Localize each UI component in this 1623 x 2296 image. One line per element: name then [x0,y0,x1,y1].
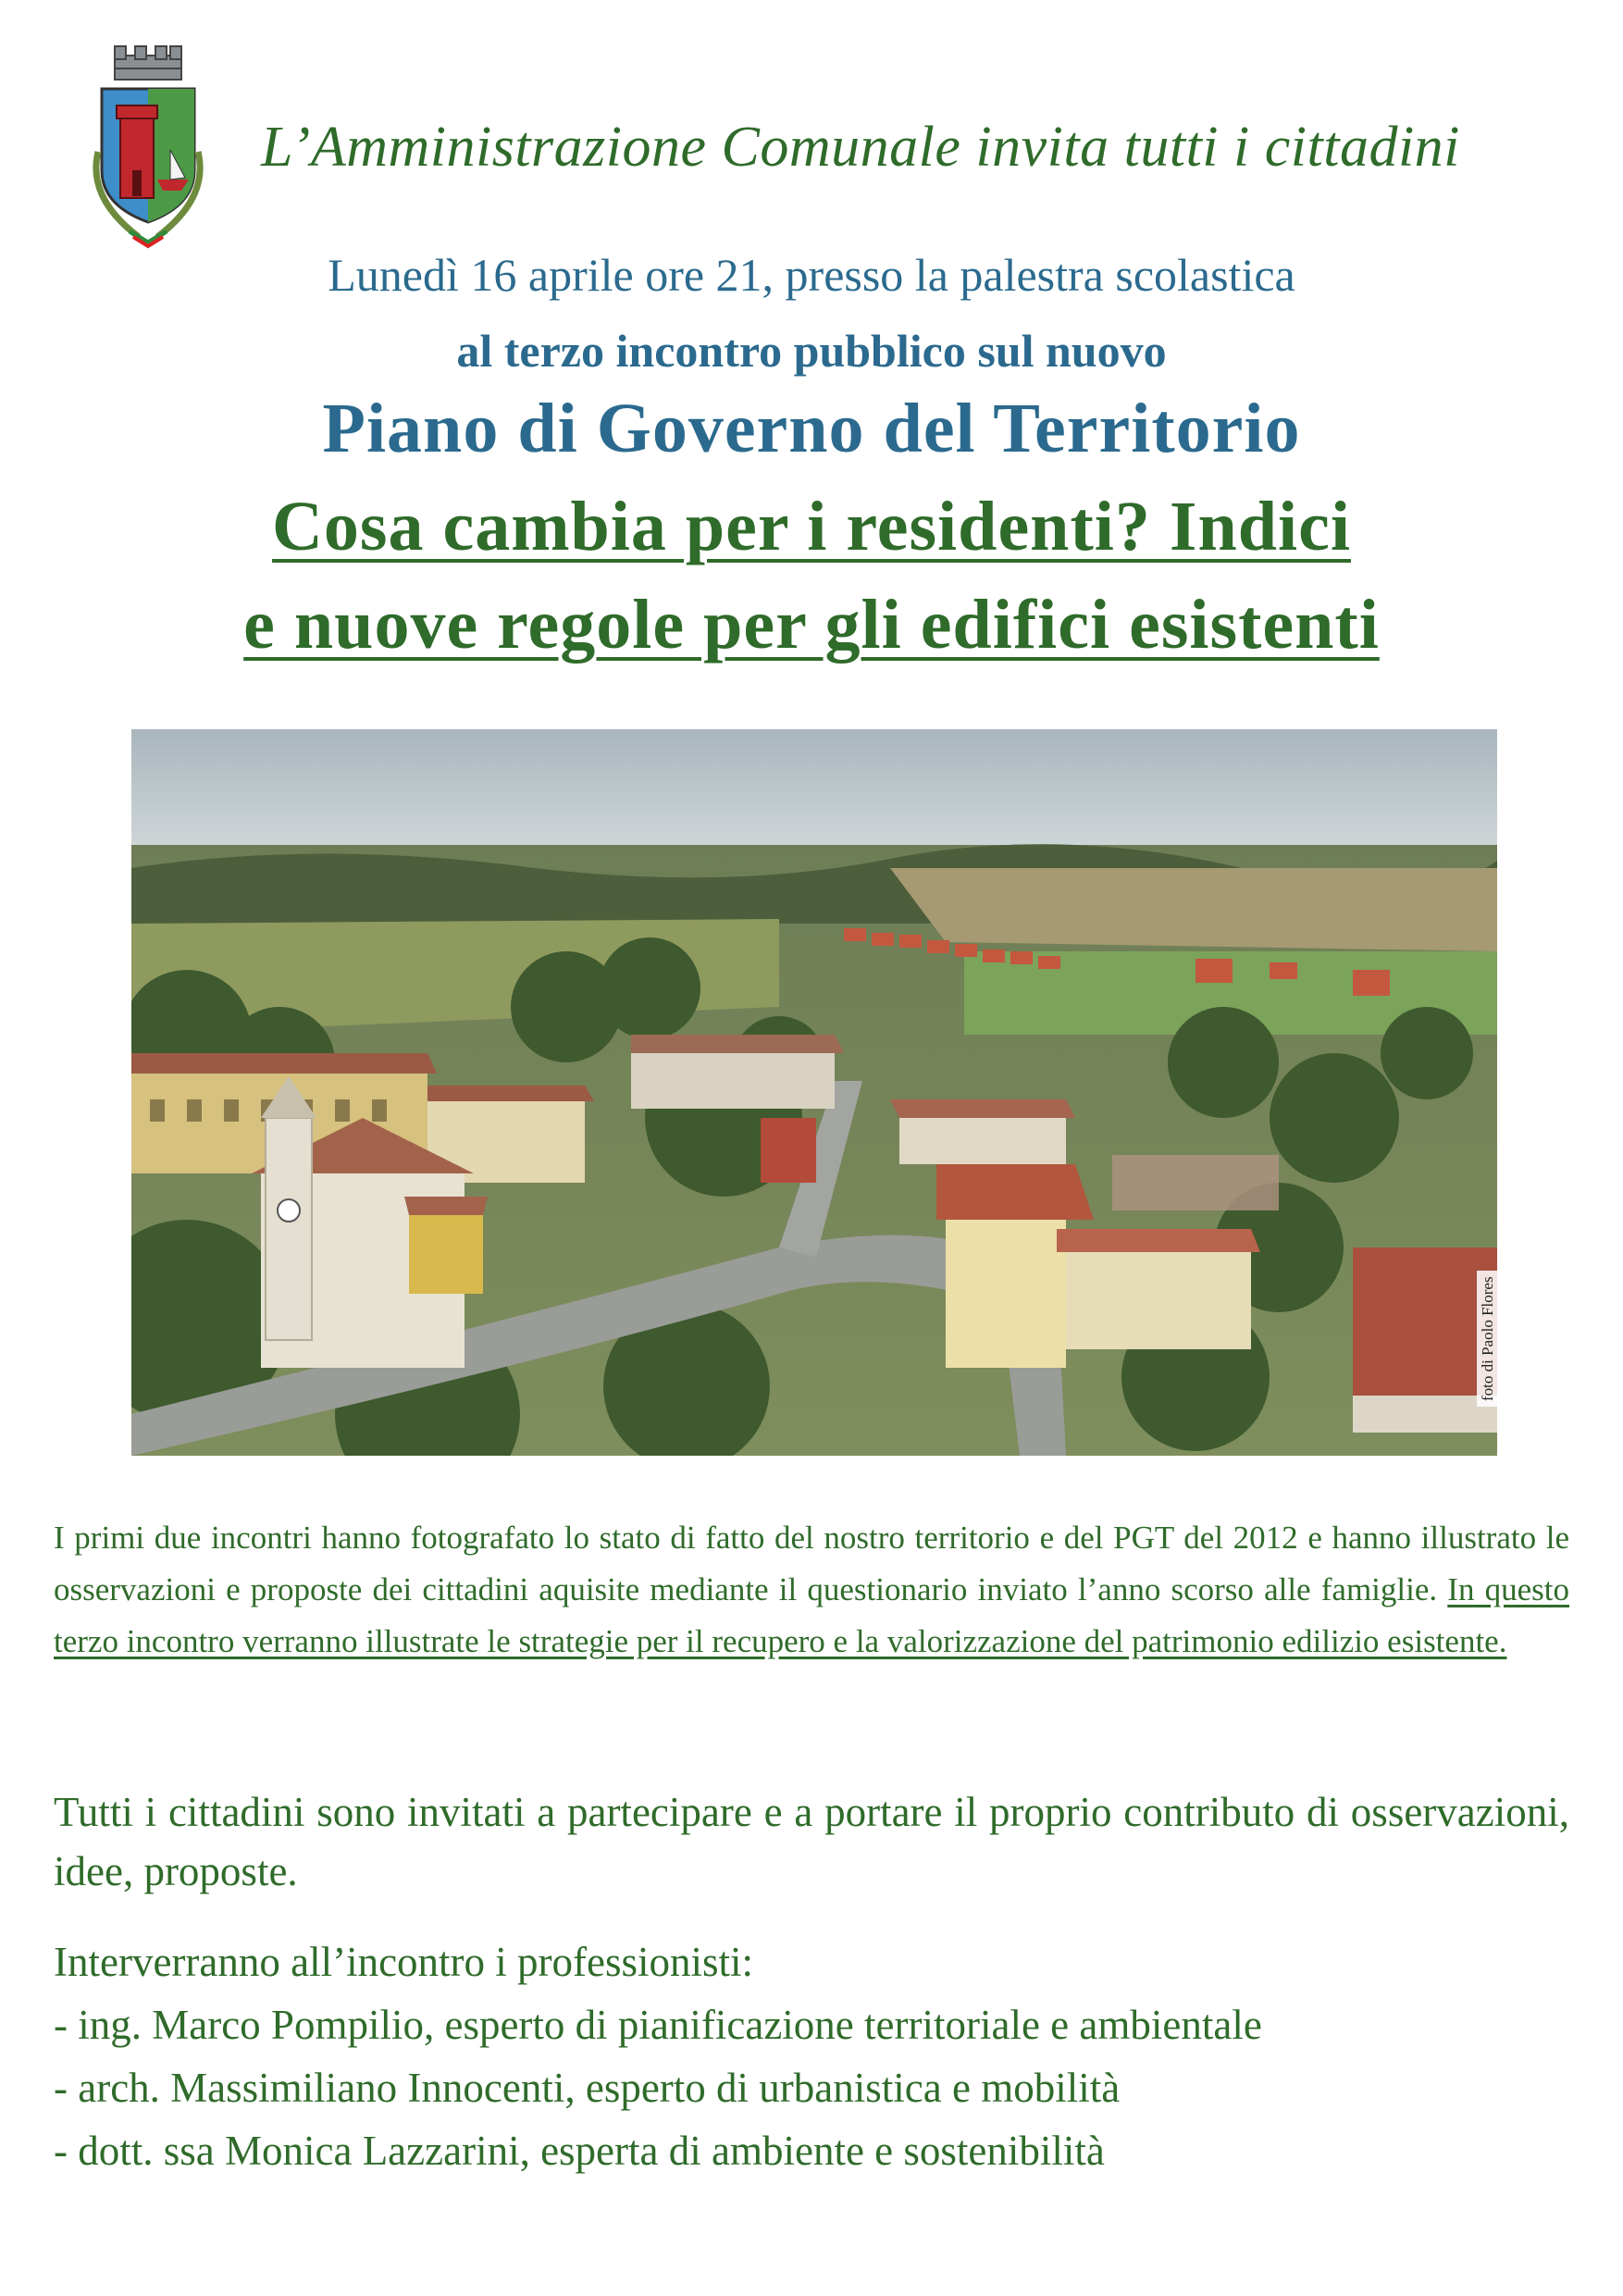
question-heading-line-2: e nuove regole per gli edifici esistenti [243,586,1380,664]
intro-text: I primi due incontri hanno fotografato lo stato di fatto del nostro territorio e del PGT del 2012 e hanno illustrato le osservazioni e proposte dei cittadini aquisite mediante il questionario inviato l’anno scorso alle famiglie. [54,1520,1569,1607]
call-to-action: Tutti i cittadini sono invitati a partecipare e a portare il proprio contributo di osservazioni, idee, proposte. [54,1789,1569,1894]
aerial-village-photo [131,729,1497,1456]
photo-credit: foto di Paolo Flores [1477,1271,1499,1407]
event-date-line: Lunedì 16 aprile ore 21, presso la palestra scolastica [328,249,1295,301]
speaker-item: - ing. Marco Pompilio, esperto di pianificazione territoriale e ambientale [54,2002,1262,2048]
speaker-item: - arch. Massimiliano Innocenti, esperto di urbanistica e mobilità [54,2065,1121,2111]
question-heading-line-1: Cosa cambia per i residenti? Indici [272,488,1351,565]
municipal-coat-of-arms-icon [74,41,222,255]
speakers-heading: Interverranno all’incontro i professionisti: [54,1939,754,1985]
invite-line: L’Amministrazione Comunale invita tutti i cittadini [261,116,1460,179]
intro-paragraph [54,1512,1569,1668]
speaker-item: - dott. ssa Monica Lazzarini, esperta di ambiente e sostenibilità [54,2128,1105,2174]
intro-underlined-text: In questo terzo incontro verranno illustrate le strategie per il recupero e la valorizzazione del patrimonio edilizio esistente. [54,1571,1569,1659]
speakers-list [54,1930,1590,2182]
plan-title: Piano di Governo del Territorio [322,390,1301,467]
meeting-line: al terzo incontro pubblico sul nuovo [456,325,1167,377]
